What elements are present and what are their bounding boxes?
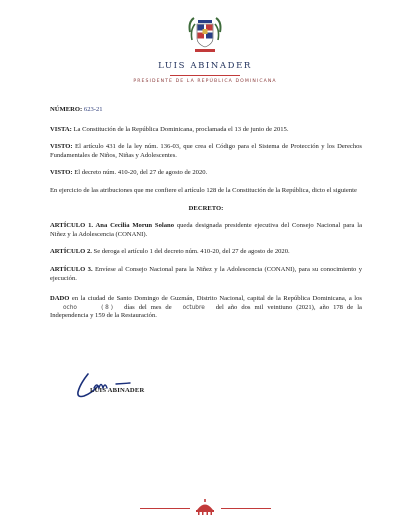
article-3-label: ARTÍCULO 3.: [50, 265, 93, 273]
article-1-text: queda designada presidente ejecutiva del Consejo Nacional para la Niñez y la Adolescencia (CONANI).: [50, 222, 362, 238]
number-value: 623-21: [83, 106, 103, 113]
decree-number: [50, 106, 362, 115]
header-divider: [170, 75, 240, 76]
article-1-appointee: Ana Cecilia Morun Solano: [93, 222, 174, 230]
number-label: NÚMERO:: [50, 106, 83, 113]
article-1-label: ARTÍCULO 1.: [50, 222, 94, 230]
article-2: [50, 248, 362, 257]
ejercicio-paragraph: En ejercicio de las atribuciones que me confiere el artículo 128 de la Constitución de la República, dicto el siguiente: [50, 186, 357, 194]
decreto-heading: DECRETO:: [188, 204, 224, 212]
dado-text-3: del año dos mil veintiuno (2021), año 178 de la Independencia y 159 de la Restauración.: [50, 303, 362, 320]
vista-paragraph: [50, 126, 362, 135]
dado-text-2: días del mes de: [124, 303, 172, 311]
visto-text-2: El decreto núm. 410-20, del 27 de agosto de 2020.: [72, 169, 208, 177]
dado-label: DADO: [50, 295, 70, 303]
coat-of-arms-icon: [186, 12, 224, 58]
dado-day-word: ocho: [63, 304, 77, 311]
visto-paragraph-2: [50, 169, 362, 178]
visto-label-1: VISTO:: [50, 143, 73, 151]
decree-body: [50, 106, 362, 321]
signatory-name: LUIS ABINADER: [90, 387, 145, 394]
visto-paragraph-1: [50, 143, 362, 160]
president-name: LUIS ABINADER: [158, 61, 252, 71]
signature-image: [70, 372, 160, 400]
dado-text-1: en la ciudad de Santo Domingo de Guzmán, Distrito Nacional, capital de la República Dominicana, a los: [69, 295, 362, 303]
palace-icon: [194, 498, 216, 516]
article-3: [50, 266, 362, 283]
article-3-text: Envíese al Consejo Nacional para la Niñez y la Adolescencia (CONANI), para su conocimiento y ejecución.: [50, 265, 362, 282]
dado-month: octubre: [182, 304, 205, 311]
visto-text-1: El artículo 431 de la ley núm. 136-03, que crea el Código para el Sistema de Protección y los Derechos Fundamentales de Niños, Niñas y Adolescentes.: [50, 143, 362, 159]
dado-paragraph: [50, 295, 362, 321]
article-2-label: ARTÍCULO 2.: [50, 248, 92, 256]
footer-divider-right: [221, 508, 271, 509]
president-title: PRESIDENTE DE LA REPÚBLICA DOMINICANA: [133, 79, 277, 84]
vista-label: VISTA:: [50, 125, 72, 133]
article-1: [50, 222, 362, 239]
footer-divider-left: [140, 508, 190, 509]
visto-label-2: VISTO:: [50, 169, 73, 177]
dado-day-number: ( 8 ): [101, 304, 113, 311]
article-2-text: Se deroga el artículo 1 del decreto núm. 410-20, del 27 de agosto de 2020.: [91, 248, 290, 256]
vista-text: La Constitución de la República Dominicana, proclamada el 13 de junio de 2015.: [71, 125, 289, 133]
